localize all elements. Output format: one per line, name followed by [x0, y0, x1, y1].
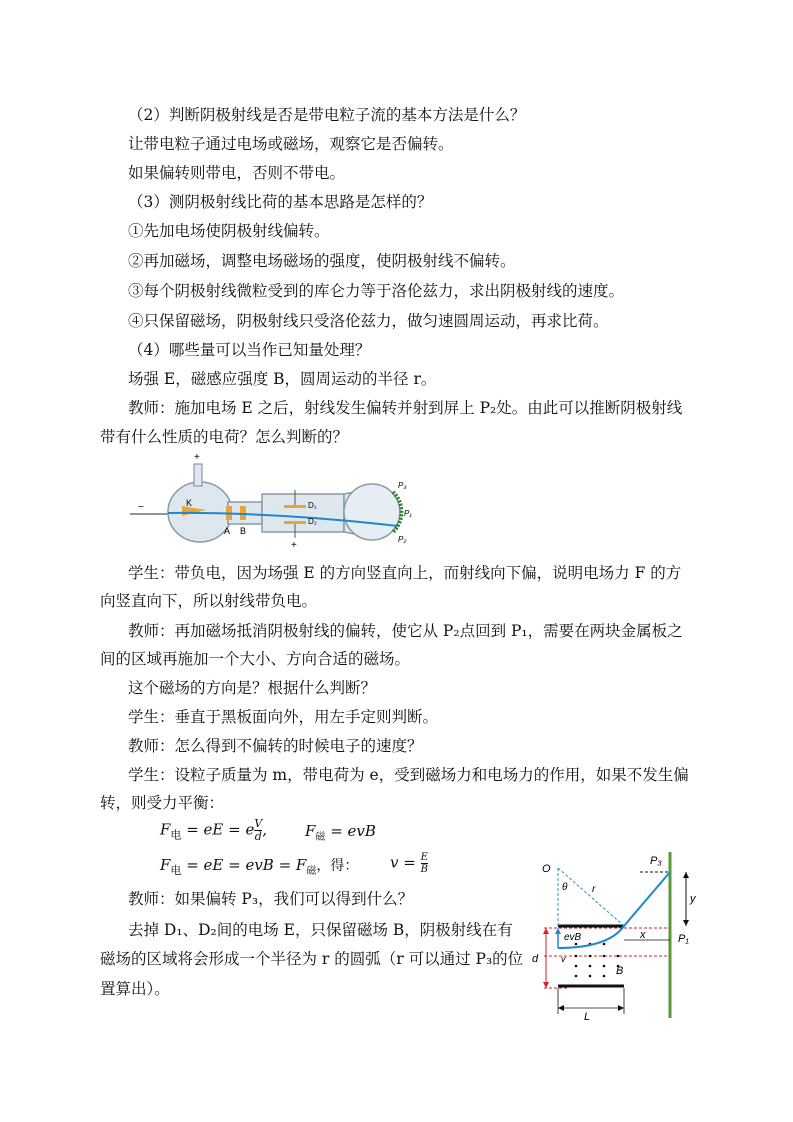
geom-label-d: d: [532, 953, 539, 965]
step-2: ②再加磁场，调整电场磁场的强度，使阴极射线不偏转。: [128, 252, 516, 270]
student-1a: 学生：带负电，因为场强 E 的方向竖直向上，而射线向下偏，说明电场力 F 的方: [128, 564, 682, 582]
geom-label-p3: P₃: [650, 855, 662, 867]
para-3: 置算出）。: [100, 980, 170, 998]
geom-label-o: O: [542, 863, 551, 875]
formula-balance: $F_电$ = eE = evB = $F_磁$，得：: [160, 856, 359, 877]
step-1: ①先加电场使阴极射线偏转。: [128, 222, 330, 240]
question-4: （4）哪些量可以当作已知量处理？: [128, 341, 371, 359]
geom-label-p1: P₁: [678, 933, 689, 945]
geom-label-x: x: [640, 929, 646, 941]
answer-2a: 让带电粒子通过电场或磁场，观察它是否偏转。: [128, 135, 454, 153]
formula-velocity: v = $\frac{E}{B}$: [390, 852, 428, 875]
para-2: 磁场的区域将会形成一个半径为 r 的圆弧（r 可以通过 P₃的位: [100, 950, 524, 968]
deflection-geometry-diagram: [528, 848, 700, 1020]
formula-electric-force: $F_电$ = eE = e $\frac{V}{d}$ ,: [160, 817, 268, 843]
tube-label-b: B: [240, 526, 247, 536]
tube-minus-left: −: [138, 502, 144, 513]
step-4: ④只保留磁场，阴极射线只受洛伦兹力，做匀速圆周运动，再求比荷。: [128, 312, 609, 330]
para-1: 去掉 D₁、D₂间的电场 E，只保留磁场 B，阴极射线在有: [128, 921, 513, 939]
tube-plus-top: +: [194, 452, 200, 463]
answer-2b: 如果偏转则带电，否则不带电。: [128, 164, 346, 182]
geom-label-r: r: [592, 884, 596, 895]
tube-label-d2: D₂: [308, 517, 317, 526]
teacher-4: 教师：如果偏转 P₃，我们可以得到什么？: [128, 890, 414, 908]
student-3a: 学生：设粒子质量为 m，带电荷为 e，受到磁场力和电场力的作用，如果不发生偏: [128, 766, 689, 784]
question-5: 这个磁场的方向是？根据什么判断？: [128, 679, 377, 697]
tube-label-a: A: [224, 526, 231, 536]
teacher-3: 教师：怎么得到不偏转的时候电子的速度？: [128, 737, 423, 755]
formula-magnetic-force: $F_磁$ = evB: [305, 822, 376, 843]
geom-label-v: v: [561, 954, 566, 964]
student-3b: 转，则受力平衡：: [100, 794, 225, 812]
teacher-1b: 带有什么性质的电荷？怎么判断的？: [100, 428, 349, 446]
teacher-2b: 间的区域再施加一个大小、方向合适的磁场。: [100, 650, 411, 668]
geom-label-theta: θ: [562, 882, 568, 893]
tube-label-d1: D₁: [308, 501, 317, 510]
tube-label-k: K: [186, 498, 193, 508]
question-2: （2）判断阴极射线是否是带电粒子流的基本方法是什么？: [128, 106, 526, 124]
student-1b: 向竖直向下，所以射线带负电。: [100, 592, 318, 610]
tube-label-p1: P₁: [404, 509, 412, 518]
geom-label-l: L: [584, 1011, 591, 1020]
tube-label-p2: P₂: [398, 535, 407, 544]
tube-label-p3: P₃: [398, 481, 407, 490]
tube-plus-bottom: +: [291, 540, 297, 550]
geom-label-evb: evB: [564, 932, 582, 943]
geom-label-y: y: [690, 893, 696, 905]
geom-label-b: B: [616, 965, 624, 977]
student-2: 学生：垂直于黑板面向外，用左手定则判断。: [128, 708, 439, 726]
teacher-2a: 教师：再加磁场抵消阴极射线的偏转，使它从 P₂点回到 P₁，需要在两块金属板之: [128, 622, 683, 640]
step-3: ③每个阴极射线微粒受到的库仑力等于洛伦兹力，求出阴极射线的速度。: [128, 282, 625, 300]
answer-4: 场强 E，磁感应强度 B，圆周运动的半径 r。: [128, 370, 437, 388]
teacher-1a: 教师：施加电场 E 之后，射线发生偏转并射到屏上 P₂处。由此可以推断阴极射线: [128, 399, 683, 417]
question-3: （3）测阴极射线比荷的基本思路是怎样的？: [128, 193, 433, 211]
cathode-ray-tube-diagram: [128, 450, 418, 550]
